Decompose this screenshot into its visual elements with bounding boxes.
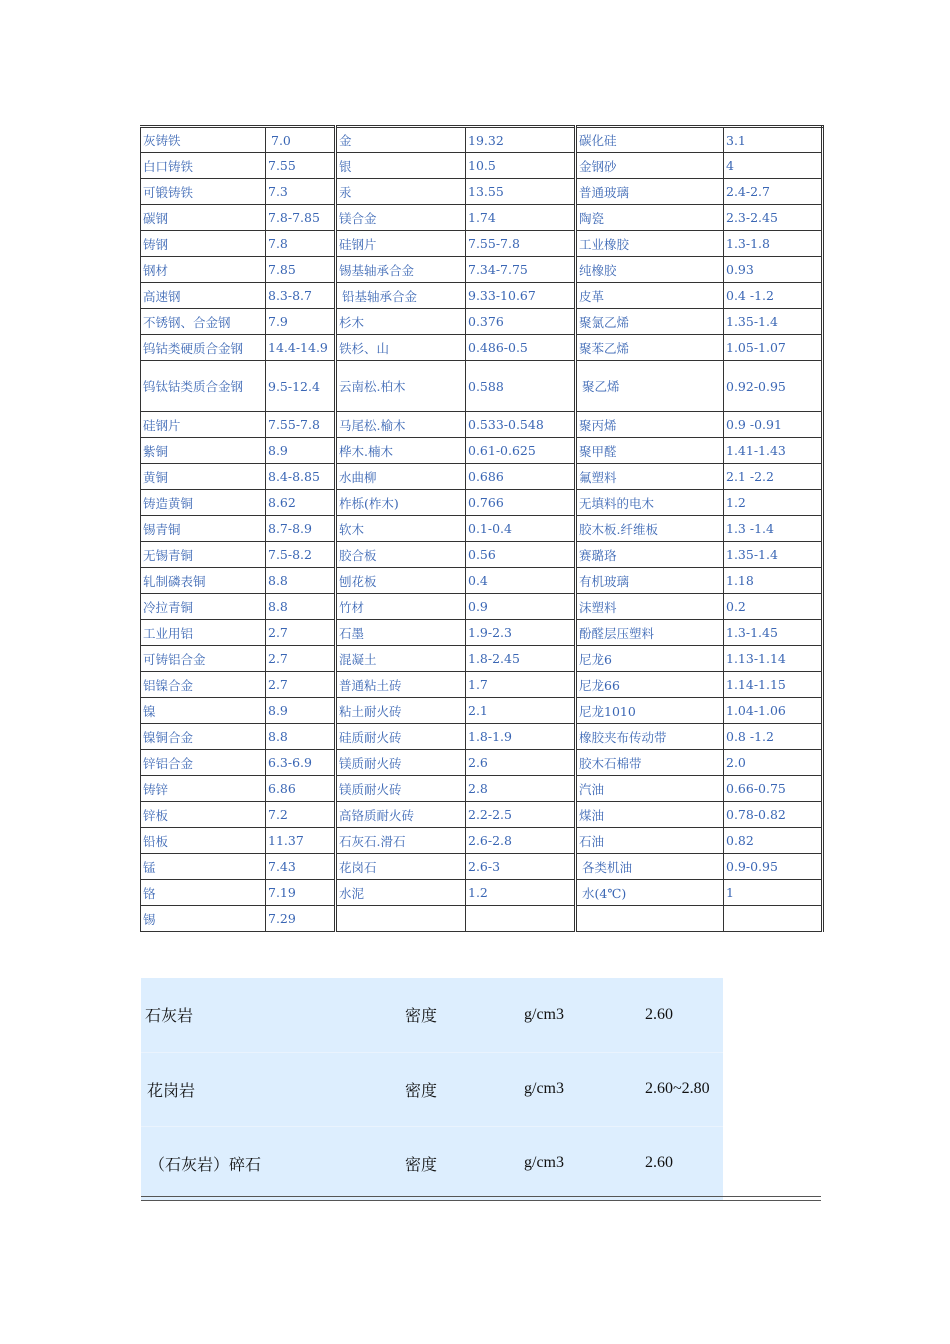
- table-row: [141, 776, 823, 802]
- material-name-cell: 普通粘土砖: [336, 672, 466, 698]
- material-name-cell: 镍铜合金: [141, 724, 266, 750]
- density-value-cell: 0.82: [724, 828, 823, 854]
- density-value-cell: 19.32: [466, 127, 576, 153]
- material-name-cell: 陶瓷: [576, 205, 724, 231]
- density-value-cell: 7.2: [266, 802, 336, 828]
- material-name-cell: 银: [336, 153, 466, 179]
- density-table-body: [141, 127, 823, 932]
- material-name-cell: 铅板: [141, 828, 266, 854]
- density-value-cell: 6.86: [266, 776, 336, 802]
- density-value-cell: 7.29: [266, 906, 336, 932]
- material-name-cell: 柞栎(柞木): [336, 490, 466, 516]
- material-name-cell: 钨钴类硬质合金钢: [141, 335, 266, 361]
- material-name-cell: 赛璐珞: [576, 542, 724, 568]
- stone-density-table: [141, 978, 821, 1201]
- material-name-cell: 金钢砂: [576, 153, 724, 179]
- material-name-cell: 橡胶夹布传动带: [576, 724, 724, 750]
- material-name-cell: 氟塑料: [576, 464, 724, 490]
- table-row: [141, 438, 823, 464]
- material-name-cell: 无填料的电木: [576, 490, 724, 516]
- material-name-cell: 镁合金: [336, 205, 466, 231]
- material-name-cell: 钨钛钴类质合金钢: [141, 361, 266, 412]
- table-row: [141, 464, 823, 490]
- table-row: [141, 724, 823, 750]
- material-name-cell: 高速钢: [141, 283, 266, 309]
- material-name-cell: 胶合板: [336, 542, 466, 568]
- density-value-cell: 1.2: [466, 880, 576, 906]
- table-row: [141, 672, 823, 698]
- material-name-cell: 碳钢: [141, 205, 266, 231]
- material-name-cell: 酚醛层压塑料: [576, 620, 724, 646]
- material-name-cell: 桦木.楠木: [336, 438, 466, 464]
- material-name-cell: 镁质耐火砖: [336, 750, 466, 776]
- material-name-cell: 铸钢: [141, 231, 266, 257]
- unit-cell: g/cm3: [520, 1126, 641, 1200]
- density-value-cell: 7.3: [266, 179, 336, 205]
- material-name-cell: 石油: [576, 828, 724, 854]
- density-value-cell: 0.4 -1.2: [724, 283, 823, 309]
- material-name-cell: 铸造黄铜: [141, 490, 266, 516]
- density-value-cell: 0.9: [466, 594, 576, 620]
- material-name-cell: 杉木: [336, 309, 466, 335]
- material-name-cell: 锡青铜: [141, 516, 266, 542]
- table-row: [141, 490, 823, 516]
- material-name-cell: 刨花板: [336, 568, 466, 594]
- material-name-cell: 紫铜: [141, 438, 266, 464]
- material-name-cell: 硅质耐火砖: [336, 724, 466, 750]
- value-cell: 2.60~2.80: [641, 1052, 723, 1126]
- empty-cell: [723, 978, 821, 1052]
- material-name-cell: 胶木板.纤维板: [576, 516, 724, 542]
- density-value-cell: 2.3-2.45: [724, 205, 823, 231]
- density-value-cell: 1.8-2.45: [466, 646, 576, 672]
- material-name-cell: 聚氯乙烯: [576, 309, 724, 335]
- material-name-cell: 尼龙1010: [576, 698, 724, 724]
- density-value-cell: 0.766: [466, 490, 576, 516]
- material-name-cell: 水曲柳: [336, 464, 466, 490]
- material-name-cell: 金: [336, 127, 466, 153]
- material-name-cell: 锡基轴承合金: [336, 257, 466, 283]
- material-name-cell: 云南松.柏木: [336, 361, 466, 412]
- table-row: [141, 231, 823, 257]
- density-value-cell: 1.7: [466, 672, 576, 698]
- density-value-cell: 8.3-8.7: [266, 283, 336, 309]
- density-value-cell: 7.55-7.8: [266, 412, 336, 438]
- density-value-cell: 1: [724, 880, 823, 906]
- density-value-cell: 1.41-1.43: [724, 438, 823, 464]
- material-name-cell: 皮革: [576, 283, 724, 309]
- density-value-cell: 0.56: [466, 542, 576, 568]
- unit-cell: g/cm3: [520, 978, 641, 1052]
- empty-cell: [723, 1052, 821, 1126]
- material-name-cell: 尼龙66: [576, 672, 724, 698]
- table-row: [141, 698, 823, 724]
- material-name-cell: 灰铸铁: [141, 127, 266, 153]
- density-value-cell: 7.9: [266, 309, 336, 335]
- density-value-cell: 1.05-1.07: [724, 335, 823, 361]
- density-value-cell: 0.78-0.82: [724, 802, 823, 828]
- material-name-cell: 石墨: [336, 620, 466, 646]
- density-value-cell: 2.0: [724, 750, 823, 776]
- density-value-cell: 9.33-10.67: [466, 283, 576, 309]
- density-value-cell: 2.6-2.8: [466, 828, 576, 854]
- density-value-cell: [724, 906, 823, 932]
- table-row: [141, 335, 823, 361]
- table-row: [141, 179, 823, 205]
- density-value-cell: 1.18: [724, 568, 823, 594]
- table-row: [141, 361, 823, 412]
- table-row: [141, 880, 823, 906]
- density-value-cell: 2.7: [266, 646, 336, 672]
- table-row: [141, 1052, 821, 1126]
- property-cell: 密度: [401, 978, 520, 1052]
- density-value-cell: 0.2: [724, 594, 823, 620]
- density-value-cell: 2.1: [466, 698, 576, 724]
- empty-cell: [723, 1126, 821, 1200]
- material-name-cell: 冷拉青铜: [141, 594, 266, 620]
- material-name-cell: 铅基轴承合金: [336, 283, 466, 309]
- density-value-cell: 7.5-8.2: [266, 542, 336, 568]
- property-cell: 密度: [401, 1126, 520, 1200]
- density-value-cell: 8.9: [266, 698, 336, 724]
- material-name-cell: 铝镍合金: [141, 672, 266, 698]
- material-name-cell: 可铸铝合金: [141, 646, 266, 672]
- table-bottom-rule: [141, 1196, 821, 1201]
- material-name-cell: 锌铝合金: [141, 750, 266, 776]
- density-value-cell: 8.8: [266, 594, 336, 620]
- density-value-cell: 9.5-12.4: [266, 361, 336, 412]
- table-row: [141, 1126, 821, 1200]
- material-name-cell: 沫塑料: [576, 594, 724, 620]
- density-value-cell: 7.55: [266, 153, 336, 179]
- table-row: [141, 542, 823, 568]
- density-value-cell: 8.7-8.9: [266, 516, 336, 542]
- density-value-cell: 1.3 -1.4: [724, 516, 823, 542]
- density-value-cell: 0.92-0.95: [724, 361, 823, 412]
- density-value-cell: 0.533-0.548: [466, 412, 576, 438]
- density-value-cell: 1.3-1.8: [724, 231, 823, 257]
- density-value-cell: 2.6: [466, 750, 576, 776]
- density-value-cell: 8.8: [266, 568, 336, 594]
- material-name-cell: 轧制磷表铜: [141, 568, 266, 594]
- table-row: [141, 257, 823, 283]
- property-cell: 密度: [401, 1052, 520, 1126]
- table-row: [141, 802, 823, 828]
- table-row: [141, 828, 823, 854]
- material-name-cell: 聚丙烯: [576, 412, 724, 438]
- density-value-cell: 1.8-1.9: [466, 724, 576, 750]
- material-name-cell: 钢材: [141, 257, 266, 283]
- material-name-cell: 有机玻璃: [576, 568, 724, 594]
- material-name-cell: 汽油: [576, 776, 724, 802]
- material-name-cell: [576, 906, 724, 932]
- density-value-cell: 8.8: [266, 724, 336, 750]
- density-value-cell: 0.4: [466, 568, 576, 594]
- density-value-cell: 1.35-1.4: [724, 309, 823, 335]
- table-row: [141, 412, 823, 438]
- material-name-cell: 聚苯乙烯: [576, 335, 724, 361]
- material-name-cell: 锰: [141, 854, 266, 880]
- density-value-cell: 2.6-3: [466, 854, 576, 880]
- material-name-cell: 镍: [141, 698, 266, 724]
- table-row: [141, 309, 823, 335]
- density-value-cell: 1.9-2.3: [466, 620, 576, 646]
- value-cell: 2.60: [641, 978, 723, 1052]
- material-name-cell: 普通玻璃: [576, 179, 724, 205]
- material-name-cell: 石灰石.滑石: [336, 828, 466, 854]
- material-name-cell: 镁质耐火砖: [336, 776, 466, 802]
- table-row: [141, 516, 823, 542]
- material-name-cell: 马尾松.榆木: [336, 412, 466, 438]
- stone-name-cell: 石灰岩: [141, 978, 401, 1052]
- table-row: [141, 750, 823, 776]
- density-value-cell: 1.74: [466, 205, 576, 231]
- density-value-cell: 2.4-2.7: [724, 179, 823, 205]
- material-name-cell: 锡: [141, 906, 266, 932]
- material-name-cell: 汞: [336, 179, 466, 205]
- density-value-cell: 1.14-1.15: [724, 672, 823, 698]
- material-name-cell: 黄铜: [141, 464, 266, 490]
- material-name-cell: 聚乙烯: [576, 361, 724, 412]
- table-row: [141, 153, 823, 179]
- density-value-cell: 10.5: [466, 153, 576, 179]
- density-value-cell: 2.8: [466, 776, 576, 802]
- material-name-cell: 硅钢片: [336, 231, 466, 257]
- material-name-cell: 不锈钢、合金钢: [141, 309, 266, 335]
- stone-name-cell: （石灰岩）碎石: [141, 1126, 401, 1200]
- density-value-cell: [466, 906, 576, 932]
- table-row: [141, 906, 823, 932]
- material-name-cell: 白口铸铁: [141, 153, 266, 179]
- density-table: [140, 125, 824, 932]
- density-value-cell: 1.3-1.45: [724, 620, 823, 646]
- table-row: [141, 594, 823, 620]
- material-name-cell: [336, 906, 466, 932]
- density-value-cell: 1.13-1.14: [724, 646, 823, 672]
- density-value-cell: 8.62: [266, 490, 336, 516]
- density-value-cell: 7.8: [266, 231, 336, 257]
- material-name-cell: 硅钢片: [141, 412, 266, 438]
- density-value-cell: 7.43: [266, 854, 336, 880]
- table-row: [141, 646, 823, 672]
- density-value-cell: 7.85: [266, 257, 336, 283]
- material-name-cell: 水(4℃): [576, 880, 724, 906]
- density-value-cell: 8.4-8.85: [266, 464, 336, 490]
- material-name-cell: 尼龙6: [576, 646, 724, 672]
- material-name-cell: 无锡青铜: [141, 542, 266, 568]
- table-row: [141, 568, 823, 594]
- table-row: [141, 854, 823, 880]
- material-name-cell: 工业用铝: [141, 620, 266, 646]
- unit-cell: g/cm3: [520, 1052, 641, 1126]
- material-name-cell: 铸锌: [141, 776, 266, 802]
- density-value-cell: 6.3-6.9: [266, 750, 336, 776]
- density-value-cell: 0.9 -0.91: [724, 412, 823, 438]
- table-row: [141, 620, 823, 646]
- density-value-cell: 0.486-0.5: [466, 335, 576, 361]
- density-value-cell: 7.34-7.75: [466, 257, 576, 283]
- stone-name-cell: 花岗岩: [141, 1052, 401, 1126]
- density-value-cell: 1.04-1.06: [724, 698, 823, 724]
- density-value-cell: 13.55: [466, 179, 576, 205]
- density-value-cell: 0.686: [466, 464, 576, 490]
- density-value-cell: 3.1: [724, 127, 823, 153]
- material-name-cell: 各类机油: [576, 854, 724, 880]
- stone-table-body: [141, 978, 821, 1200]
- density-value-cell: 4: [724, 153, 823, 179]
- material-name-cell: 胶木石棉带: [576, 750, 724, 776]
- density-value-cell: 11.37: [266, 828, 336, 854]
- table-row: [141, 205, 823, 231]
- density-value-cell: 1.35-1.4: [724, 542, 823, 568]
- density-value-cell: 0.8 -1.2: [724, 724, 823, 750]
- density-value-cell: 0.66-0.75: [724, 776, 823, 802]
- density-value-cell: 7.0: [266, 127, 336, 153]
- density-value-cell: 0.61-0.625: [466, 438, 576, 464]
- material-name-cell: 高铬质耐火砖: [336, 802, 466, 828]
- material-name-cell: 软木: [336, 516, 466, 542]
- material-name-cell: 粘土耐火砖: [336, 698, 466, 724]
- density-value-cell: 0.588: [466, 361, 576, 412]
- material-name-cell: 竹材: [336, 594, 466, 620]
- material-name-cell: 锌板: [141, 802, 266, 828]
- density-value-cell: 2.1 -2.2: [724, 464, 823, 490]
- material-name-cell: 水泥: [336, 880, 466, 906]
- density-value-cell: 0.9-0.95: [724, 854, 823, 880]
- density-value-cell: 7.8-7.85: [266, 205, 336, 231]
- table-row: [141, 978, 821, 1052]
- material-name-cell: 花岗石: [336, 854, 466, 880]
- material-name-cell: 铁杉、山: [336, 335, 466, 361]
- density-value-cell: 7.55-7.8: [466, 231, 576, 257]
- density-value-cell: 2.7: [266, 672, 336, 698]
- material-name-cell: 煤油: [576, 802, 724, 828]
- density-value-cell: 2.2-2.5: [466, 802, 576, 828]
- material-name-cell: 碳化硅: [576, 127, 724, 153]
- material-name-cell: 混凝土: [336, 646, 466, 672]
- material-name-cell: 铬: [141, 880, 266, 906]
- density-value-cell: 8.9: [266, 438, 336, 464]
- density-value-cell: 0.93: [724, 257, 823, 283]
- density-value-cell: 2.7: [266, 620, 336, 646]
- material-name-cell: 聚甲醛: [576, 438, 724, 464]
- density-value-cell: 7.19: [266, 880, 336, 906]
- density-value-cell: 0.1-0.4: [466, 516, 576, 542]
- table-row: [141, 283, 823, 309]
- material-name-cell: 工业橡胶: [576, 231, 724, 257]
- density-value-cell: 0.376: [466, 309, 576, 335]
- material-name-cell: 纯橡胶: [576, 257, 724, 283]
- density-value-cell: 14.4-14.9: [266, 335, 336, 361]
- value-cell: 2.60: [641, 1126, 723, 1200]
- material-name-cell: 可锻铸铁: [141, 179, 266, 205]
- table-row: [141, 127, 823, 153]
- density-value-cell: 1.2: [724, 490, 823, 516]
